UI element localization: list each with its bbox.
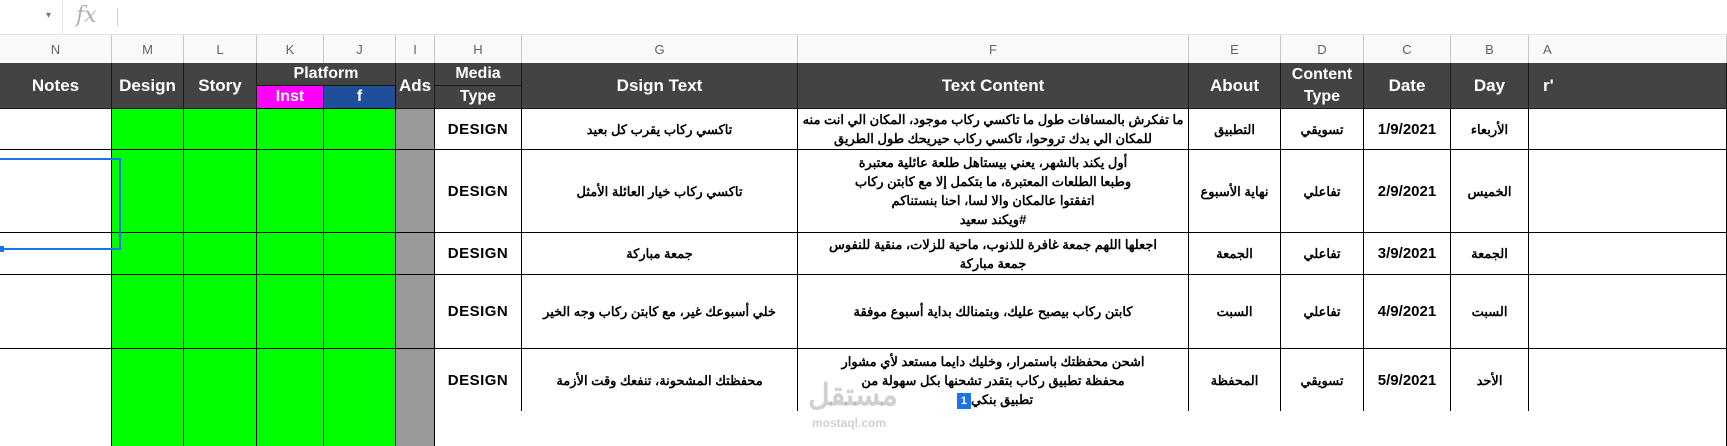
header-notes[interactable]: Notes — [0, 63, 112, 109]
media-type-cell[interactable]: DESIGN — [435, 150, 522, 233]
a-cell[interactable] — [1529, 275, 1727, 349]
design-text-cell[interactable]: خلي أسبوعك غير، مع كابتن ركاب وجه الخير — [522, 275, 798, 349]
column-header-j[interactable]: J — [324, 35, 396, 64]
header-dsign-text[interactable]: Dsign Text — [522, 63, 798, 109]
design-check-cell[interactable] — [112, 150, 184, 233]
column-header-f[interactable]: F — [798, 35, 1189, 64]
ads-cell[interactable] — [396, 150, 435, 233]
column-header-c[interactable]: C — [1364, 35, 1451, 64]
facebook-check-cell[interactable] — [324, 349, 396, 446]
inst-check-cell[interactable] — [257, 233, 324, 275]
chevron-down-icon[interactable]: ▾ — [46, 10, 52, 21]
header-day[interactable]: Day — [1451, 63, 1529, 109]
column-header-a[interactable]: A — [1529, 35, 1727, 64]
story-check-cell[interactable] — [184, 233, 257, 275]
column-header-l[interactable]: L — [184, 35, 257, 64]
formula-input[interactable] — [125, 8, 1705, 26]
facebook-check-cell[interactable] — [324, 233, 396, 275]
text-line — [953, 390, 1033, 409]
notes-cell[interactable] — [0, 109, 112, 150]
header-content-type-line1: Content — [1291, 65, 1353, 83]
content-type-cell[interactable]: تفاعلي — [1281, 150, 1364, 233]
header-about[interactable]: About — [1189, 63, 1281, 109]
text-line: اتفقتوا عالمكان والا لسا، احنا بنستناكم — [891, 193, 1095, 208]
header-a[interactable]: r' — [1529, 63, 1727, 109]
header-media-type-line1[interactable]: Media — [435, 63, 522, 86]
facebook-check-cell[interactable] — [324, 109, 396, 150]
day-cell[interactable]: الجمعة — [1451, 233, 1529, 275]
column-header-m[interactable]: M — [112, 35, 184, 64]
day-cell[interactable]: الأربعاء — [1451, 109, 1529, 150]
about-cell[interactable]: التطبيق — [1189, 109, 1281, 150]
fill-handle[interactable] — [0, 246, 4, 252]
design-check-cell[interactable] — [112, 109, 184, 150]
formula-bar — [0, 0, 1727, 35]
text-line: اجعلها اللهم جمعة غافرة للذنوب، ماحية للزلات، منقية للنفوس — [828, 236, 1158, 252]
text-line: أول يكند بالشهر، يعني بيستاهل طلعة عائلية معتبرة — [858, 155, 1128, 170]
header-text-content[interactable]: Text Content — [798, 63, 1189, 109]
design-text-cell[interactable]: تاكسي ركاب يقرب كل بعيد — [522, 109, 798, 150]
divider — [117, 8, 118, 26]
a-cell[interactable] — [1529, 109, 1727, 150]
watermark-logo: مستقل — [808, 379, 898, 412]
date-cell[interactable]: 2/9/2021 — [1364, 150, 1451, 233]
inst-check-cell[interactable] — [257, 109, 324, 150]
facebook-check-cell[interactable] — [324, 150, 396, 233]
ads-cell[interactable] — [396, 233, 435, 275]
facebook-check-cell[interactable] — [324, 275, 396, 349]
column-header-k[interactable]: K — [257, 35, 324, 64]
a-cell[interactable] — [1529, 233, 1727, 275]
column-header-n[interactable]: N — [0, 35, 112, 64]
content-type-cell[interactable]: تفاعلي — [1281, 233, 1364, 275]
design-check-cell[interactable] — [112, 275, 184, 349]
media-type-cell[interactable]: DESIGN — [435, 275, 522, 349]
watermark-url: mostaql.com — [812, 416, 887, 430]
day-cell[interactable]: السبت — [1451, 275, 1529, 349]
about-cell[interactable]: نهاية الأسبوع — [1189, 150, 1281, 233]
day-cell[interactable]: الخميس — [1451, 150, 1529, 233]
cell-selection[interactable] — [0, 158, 121, 250]
design-text-cell[interactable]: تاكسي ركاب خيار العائلة الأمثل — [522, 150, 798, 233]
content-type-cell[interactable]: تسويقي — [1281, 109, 1364, 150]
text-content-cell[interactable] — [798, 150, 1189, 233]
text-line: وطبعا الطلعات المعتبرة، ما بتكمل إلا مع كابتن ركاب — [854, 174, 1132, 189]
inst-check-cell[interactable] — [257, 349, 324, 446]
media-type-cell[interactable]: DESIGN — [435, 349, 522, 411]
text-line: #ويكند سعيد — [959, 212, 1027, 227]
text-content-cell[interactable] — [798, 109, 1189, 150]
ads-cell[interactable] — [396, 109, 435, 150]
date-cell[interactable]: 3/9/2021 — [1364, 233, 1451, 275]
ads-cell[interactable] — [396, 349, 435, 446]
a-cell[interactable] — [1529, 349, 1727, 446]
header-inst[interactable]: Inst — [257, 86, 324, 109]
about-cell[interactable]: الجمعة — [1189, 233, 1281, 275]
header-media-type-line2[interactable]: Type — [435, 86, 522, 109]
text-line-part: تطبيق بنكي — [971, 391, 1034, 407]
text-line: جمعة مباركة — [959, 255, 1027, 271]
about-cell[interactable]: السبت — [1189, 275, 1281, 349]
design-text-cell[interactable]: جمعة مباركة — [522, 233, 798, 275]
ads-cell[interactable] — [396, 275, 435, 349]
text-content-cell[interactable] — [798, 275, 1189, 349]
column-header-d[interactable]: D — [1281, 35, 1364, 64]
story-check-cell[interactable] — [184, 275, 257, 349]
comment-badge[interactable]: 1 — [957, 393, 971, 409]
text-content-cell[interactable] — [798, 233, 1189, 275]
date-cell[interactable]: 4/9/2021 — [1364, 275, 1451, 349]
a-cell[interactable] — [1529, 150, 1727, 233]
header-design[interactable]: Design — [112, 63, 184, 109]
day-cell[interactable]: الأحد — [1451, 349, 1529, 411]
date-cell[interactable]: 1/9/2021 — [1364, 109, 1451, 150]
media-type-cell[interactable]: DESIGN — [435, 109, 522, 150]
text-line: للمكان الي بدك تروحوا، تاكسي ركاب حيريحك طول الطريق — [834, 131, 1152, 146]
text-line: ما تفكرش بالمسافات طول ما تاكسي ركاب موجود، المكان الي انت منه — [802, 112, 1184, 127]
header-platform[interactable]: Platform — [257, 63, 396, 86]
notes-cell[interactable] — [0, 349, 112, 446]
about-cell[interactable]: المحفظة — [1189, 349, 1281, 411]
column-header-h[interactable]: H — [435, 35, 522, 64]
fx-icon: fx — [76, 3, 97, 28]
column-header-i[interactable]: I — [396, 35, 435, 64]
text-line: كابتن ركاب بيصبح عليك، وبتمنالك بداية أسبوع موفقة — [853, 304, 1133, 319]
story-check-cell[interactable] — [184, 349, 257, 446]
notes-cell[interactable] — [0, 275, 112, 349]
header-ads[interactable]: Ads — [396, 63, 435, 109]
header-content-type[interactable] — [1281, 63, 1364, 109]
column-header-g[interactable]: G — [522, 35, 798, 64]
header-content-type-line2: Type — [1303, 87, 1341, 105]
date-cell[interactable]: 5/9/2021 — [1364, 349, 1451, 411]
inst-check-cell[interactable] — [257, 150, 324, 233]
name-box[interactable] — [0, 0, 63, 34]
design-check-cell[interactable] — [112, 349, 184, 446]
text-line: محفظة تطبيق ركاب بتقدر تشحنها بكل سهولة من — [861, 372, 1125, 388]
header-date[interactable]: Date — [1364, 63, 1451, 109]
inst-check-cell[interactable] — [257, 275, 324, 349]
content-type-cell[interactable]: تسويقي — [1281, 349, 1364, 411]
text-line: اشحن محفظتك باستمرار، وخليك دايما مستعد لأي مشوار — [841, 353, 1145, 369]
column-header-e[interactable]: E — [1189, 35, 1281, 64]
design-check-cell[interactable] — [112, 233, 184, 275]
content-type-cell[interactable]: تفاعلي — [1281, 275, 1364, 349]
media-type-cell[interactable]: DESIGN — [435, 233, 522, 275]
column-header-b[interactable]: B — [1451, 35, 1529, 64]
design-text-cell[interactable]: محفظتك المشحونة، تنفعك وقت الأزمة — [522, 349, 798, 411]
story-check-cell[interactable] — [184, 150, 257, 233]
header-story[interactable]: Story — [184, 63, 257, 109]
header-facebook[interactable]: f — [324, 86, 396, 109]
column-headers — [0, 34, 1727, 65]
story-check-cell[interactable] — [184, 109, 257, 150]
